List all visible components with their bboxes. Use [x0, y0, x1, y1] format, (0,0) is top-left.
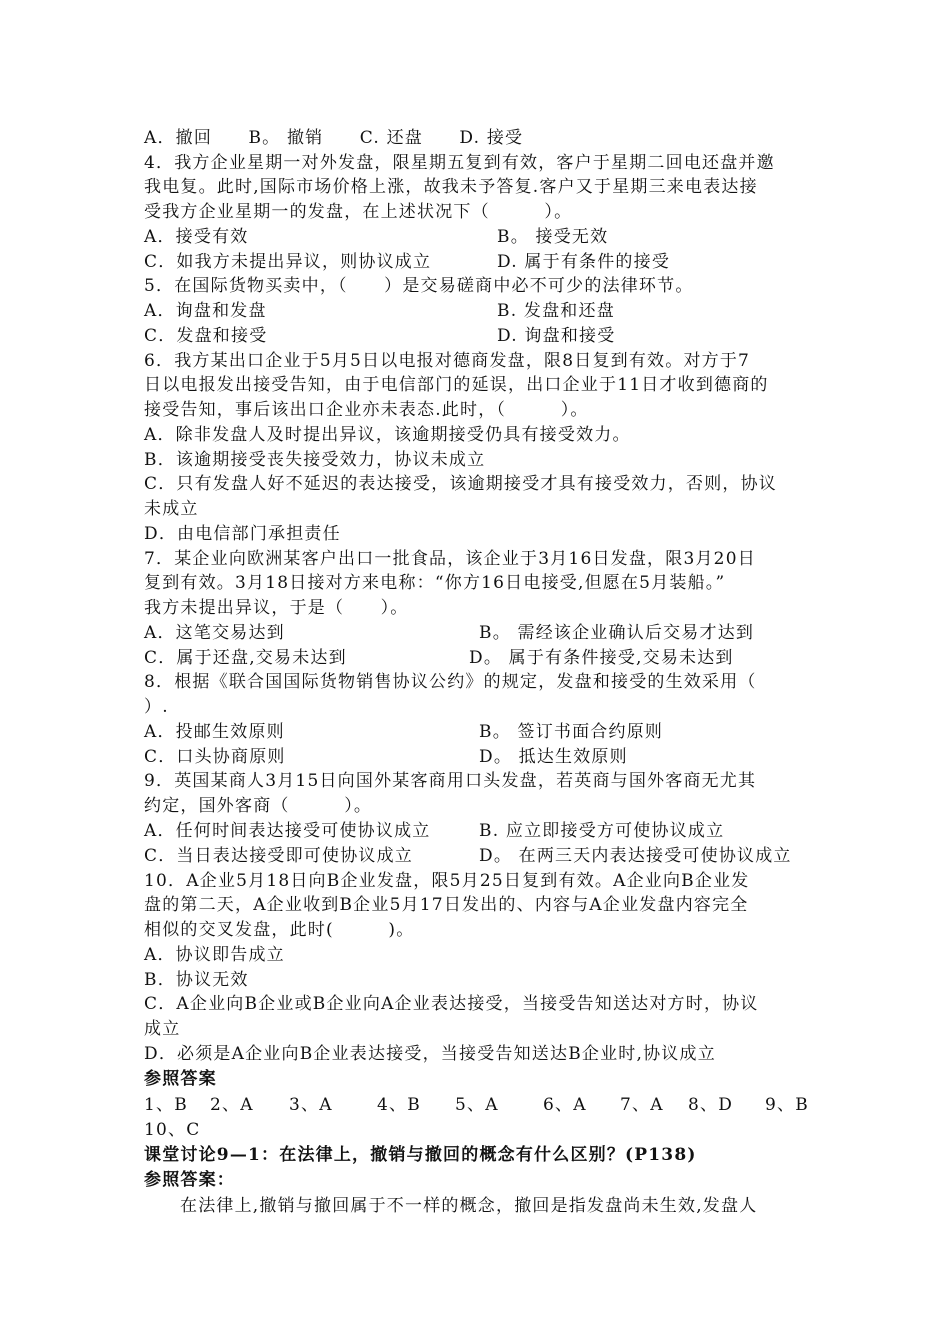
answer-item: 10、C	[144, 1120, 201, 1140]
q7-line-3: 我方未提出异议，于是（ ）。	[144, 598, 409, 618]
q6-option-c-line-1: C．只有发盘人好不延迟的表达接受，该逾期接受才具有接受效力，否则，协议	[144, 474, 778, 494]
q10-option-c-line-1: C．A企业向B企业或B企业向A企业表达接受，当接受告知送达对方时，协议	[144, 994, 759, 1014]
q8-line-2: ）.	[144, 697, 169, 717]
q7-option-a: A．这笔交易达到	[144, 623, 285, 643]
answers-heading: 参照答案	[144, 1069, 217, 1089]
q7-option-c: C．属于还盘,交易未达到	[144, 648, 347, 668]
q9-option-c: C．当日表达接受即可使协议成立	[144, 846, 414, 866]
answer-item: 4、B	[377, 1095, 421, 1115]
q5-text: 5．在国际货物买卖中，（ ）是交易磋商中必不可少的法律环节。	[144, 276, 694, 296]
q4-line-2: 我电复。此时,国际市场价格上涨，故我未予答复.客户又于星期三来电表达接	[144, 177, 758, 197]
q9-option-a: A．任何时间表达接受可使协议成立	[144, 821, 431, 841]
q4-line-1: 4．我方企业星期一对外发盘，限星期五复到有效，客户于星期二回电还盘并邀	[144, 153, 775, 173]
q10-option-d: D．必须是A企业向B企业表达接受，当接受告知送达B企业时,协议成立	[144, 1044, 716, 1064]
q10-line-3: 相似的交叉发盘，此时( )。	[144, 920, 415, 940]
q7-line-2: 复到有效。3月18日接对方来电称：“你方16日电接受,但愿在5月装船。”	[144, 573, 726, 593]
q4-option-b: B。 接受无效	[497, 227, 609, 247]
q8-option-c: C．口头协商原则	[144, 747, 286, 767]
answer-item: 3、A	[289, 1095, 333, 1115]
q6-option-b: B．该逾期接受丧失接受效力，协议未成立	[144, 450, 486, 470]
answer-item: 1、B	[144, 1095, 188, 1115]
q5-option-d: D. 询盘和接受	[497, 326, 616, 346]
answer-item: 5、A	[455, 1095, 499, 1115]
q6-option-c-line-2: 未成立	[144, 499, 199, 519]
q4-option-a: A．接受有效	[144, 227, 249, 247]
q9-line-1: 9．英国某商人3月15日向国外某客商用口头发盘，若英商与国外客商无尤其	[144, 771, 757, 791]
q5-option-a: A．询盘和发盘	[144, 301, 267, 321]
q10-option-b: B．协议无效	[144, 970, 249, 990]
answer-item: 8、D	[688, 1095, 734, 1115]
q6-line-2: 日以电报发出接受告知，由于电信部门的延误，出口企业于11日才收到德商的	[144, 375, 769, 395]
q6-option-d: D．由电信部门承担责任	[144, 524, 341, 544]
q8-option-a: A．投邮生效原则	[144, 722, 285, 742]
q6-line-1: 6．我方某出口企业于5月5日以电报对德商发盘，限8日复到有效。对方于7	[144, 351, 751, 371]
q9-option-d: D。 在两三天内表达接受可使协议成立	[479, 846, 792, 866]
q7-option-b: B。 需经该企业确认后交易才达到	[479, 623, 755, 643]
q4-line-3: 受我方企业星期一的发盘，在上述状况下（ ）。	[144, 202, 573, 222]
q4-option-c: C．如我方未提出异议，则协议成立	[144, 252, 432, 272]
q9-line-2: 约定，国外客商（ ）。	[144, 796, 373, 816]
q7-line-1: 7．某企业向欧洲某客户出口一批食品，该企业于3月16日发盘，限3月20日	[144, 549, 756, 569]
q8-option-b: B。 签订书面合约原则	[479, 722, 664, 742]
q6-line-3: 接受告知，事后该出口企业亦未表态.此时，（ ）。	[144, 400, 589, 420]
q10-line-1: 10．A企业5月18日向B企业发盘，限5月25日复到有效。A企业向B企业发	[144, 871, 750, 891]
q10-option-c-line-2: 成立	[144, 1019, 181, 1039]
answer-item: 7、A	[620, 1095, 664, 1115]
answer-item: 9、B	[765, 1095, 809, 1115]
answer-item: 2、A	[210, 1095, 254, 1115]
q9-option-b: B. 应立即接受方可使协议成立	[479, 821, 725, 841]
q4-option-d: D. 属于有条件的接受	[497, 252, 671, 272]
q5-option-b: B. 发盘和还盘	[497, 301, 615, 321]
q10-option-a: A．协议即告成立	[144, 945, 285, 965]
discussion-answer-text: 在法律上,撤销与撤回属于不一样的概念，撤回是指发盘尚未生效,发盘人	[180, 1196, 758, 1216]
q6-option-a: A．除非发盘人及时提出异议，该逾期接受仍具有接受效力。	[144, 425, 631, 445]
q8-option-d: D。 抵达生效原则	[479, 747, 628, 767]
q7-option-d: D。 属于有条件接受,交易未达到	[469, 648, 734, 668]
discussion-title: 课堂讨论9—1：在法律上，撤销与撤回的概念有什么区别？(P138)	[144, 1145, 697, 1165]
discussion-answer-label: 参照答案：	[144, 1170, 235, 1190]
answer-item: 6、A	[543, 1095, 587, 1115]
q10-line-2: 盘的第二天，A企业收到B企业5月17日发出的、内容与A企业发盘内容完全	[144, 895, 749, 915]
q5-option-c: C．发盘和接受	[144, 326, 268, 346]
q3-options: A．撤回 B。 撤销 C. 还盘 D. 接受	[144, 128, 524, 148]
q8-line-1: 8．根据《联合国国际货物销售协议公约》的规定，发盘和接受的生效采用（	[144, 672, 757, 692]
